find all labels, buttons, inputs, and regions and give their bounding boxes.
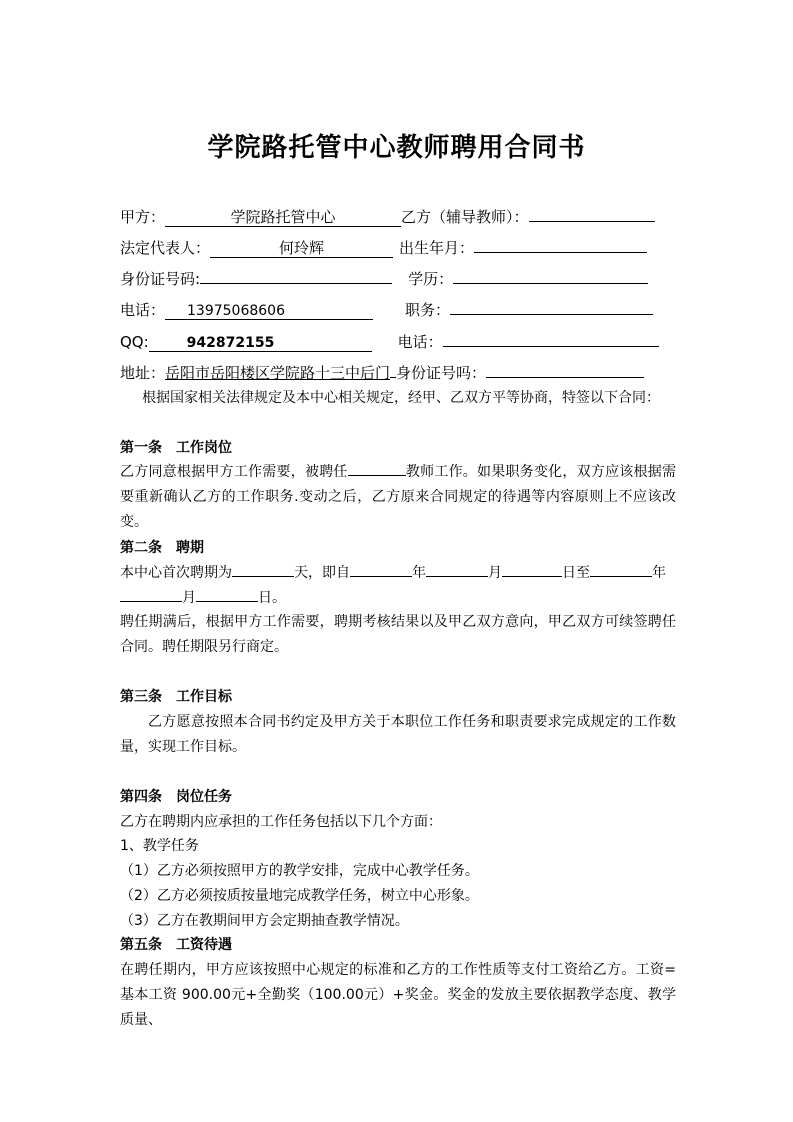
start-month-blank[interactable]: [426, 561, 488, 577]
address-row: [120, 359, 644, 381]
party-a-row: [120, 203, 655, 225]
party-a-field[interactable]: 学院路托管中心: [165, 208, 401, 227]
party-a-id-label: 身份证号码:: [120, 270, 201, 288]
article-1-paragraph: 乙方同意根据甲方工作需要，被聘任 教师工作。如果职务变化，双方应该根据需要重新确认乙方的工作职务.变动之后，乙方原来合同规定的待遇等内容原则上不应该改变。: [120, 460, 676, 535]
article-4-intro: 乙方在聘期内应承担的工作任务包括以下几个方面：: [120, 814, 442, 830]
party-a-label: 甲方：: [120, 208, 166, 226]
term-days-blank[interactable]: [232, 561, 294, 577]
party-b-label: 乙方（辅导教师）：: [401, 208, 529, 226]
education-label: 学历：: [408, 270, 454, 288]
birth-field[interactable]: [474, 234, 647, 253]
qq-label: QQ:: [120, 333, 149, 351]
party-a-phone-field[interactable]: 13975068606: [165, 301, 373, 320]
document-title: 学院路托管中心教师聘用合同书: [207, 133, 586, 163]
party-a-phone-label: 电话：: [120, 301, 166, 319]
term-line-2: 月 日。: [120, 586, 286, 609]
party-b-id-field[interactable]: [486, 359, 644, 378]
intro-paragraph: 根据国家相关法律规定及本中心相关规定，经甲、乙双方平等协商，特签以下合同：: [142, 390, 660, 406]
party-b-id-label: 身份证号吗：: [396, 364, 487, 382]
end-month-blank[interactable]: [120, 586, 182, 602]
education-field[interactable]: [453, 265, 648, 284]
article-2-heading: 第二条 聘期: [120, 540, 204, 556]
position-label: 职务：: [405, 301, 451, 319]
article-5-paragraph: 在聘任期内，甲方应该按照中心规定的标准和乙方的工作性质等支付工资给乙方。工资=基本工资 900.00元+全勤奖（100.00元）+奖金。奖金的发放主要依据教学态度、教学质量、: [120, 962, 676, 1028]
position-field[interactable]: [450, 296, 653, 315]
party-b-phone-label: 电话：: [397, 333, 443, 351]
article-3-heading: 第三条 工作目标: [120, 689, 232, 705]
article-3-paragraph: 乙方愿意按照本合同书约定及甲方关于本职位工作任务和职责要求完成规定的工作数量，实现工作目标。: [120, 714, 676, 755]
address-label: 地址：: [120, 364, 166, 382]
teaching-task-subheading: 1、教学任务: [120, 838, 199, 854]
phone-row: [120, 296, 653, 318]
article-2-renewal-paragraph: 聘任期满后，根据甲方工作需要，聘期考核结果以及甲乙双方意向，甲乙双方可续签聘任合同。聘任期限另行商定。: [120, 614, 676, 655]
job-title-blank[interactable]: [348, 460, 406, 476]
end-year-blank[interactable]: [590, 561, 652, 577]
party-a-id-field[interactable]: [200, 265, 392, 284]
task-item: （3）乙方在教期间甲方会定期抽查教学情况。: [120, 913, 409, 929]
task-item: （1）乙方必须按照甲方的教学安排，完成中心教学任务。: [120, 863, 479, 879]
article-1-heading: 第一条 工作岗位: [120, 440, 232, 456]
representative-row: [120, 234, 647, 256]
birth-label: 出生年月：: [399, 239, 475, 257]
article-5-heading: 第五条 工资待遇: [120, 937, 232, 953]
representative-label: 法定代表人：: [120, 239, 211, 257]
end-day-blank[interactable]: [196, 586, 258, 602]
qq-row: [120, 328, 659, 350]
task-item: （2）乙方必须按质按量地完成教学任务，树立中心形象。: [120, 888, 479, 904]
start-day-blank[interactable]: [502, 561, 562, 577]
id-row: [120, 265, 648, 287]
party-b-phone-field[interactable]: [443, 328, 659, 347]
term-line-1: 本中心首次聘期为 天，即自 年 月 日至 年: [120, 561, 666, 584]
article-4-heading: 第四条 岗位任务: [120, 789, 232, 805]
address-value[interactable]: 岳阳市岳阳楼区学院路十三中后门: [165, 364, 391, 382]
start-year-blank[interactable]: [350, 561, 412, 577]
party-b-field[interactable]: [529, 203, 655, 222]
representative-field[interactable]: 何玲辉: [210, 239, 393, 258]
qq-field[interactable]: 942872155: [149, 333, 372, 352]
